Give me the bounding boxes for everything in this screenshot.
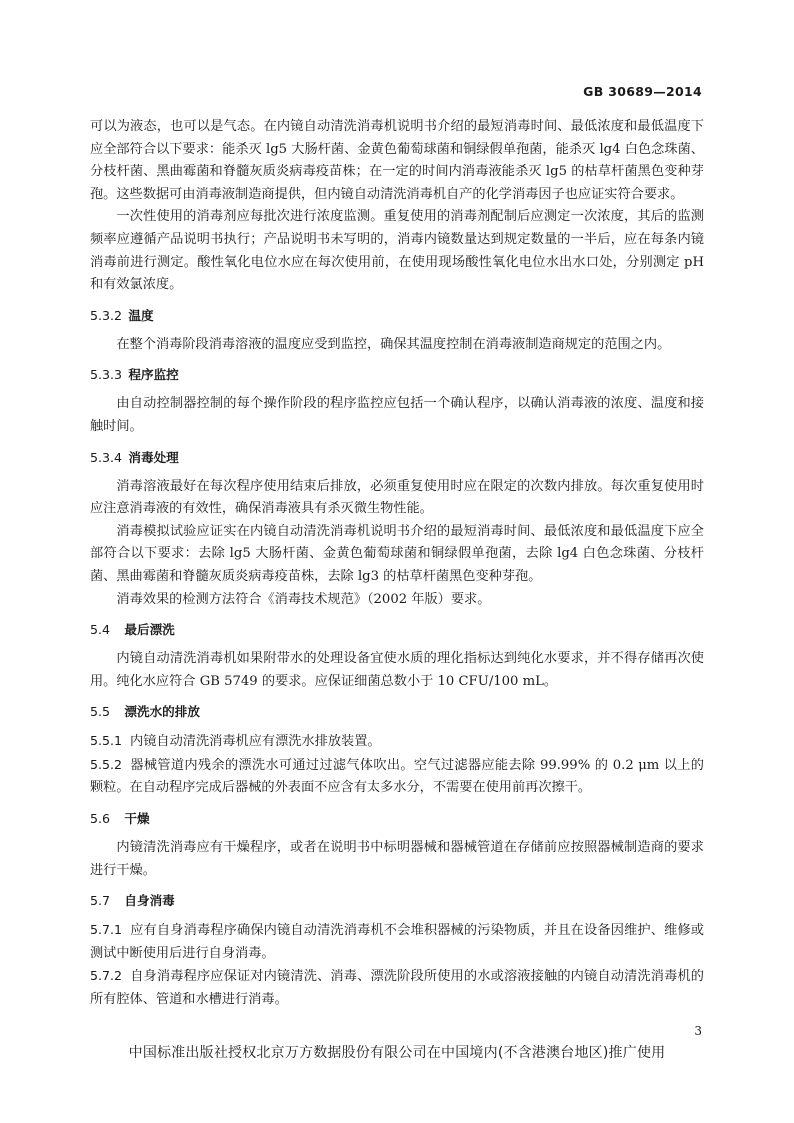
section-number: 5.7 bbox=[90, 893, 111, 909]
clause-number: 5.7.2 bbox=[90, 968, 123, 984]
clause-number: 5.7.1 bbox=[90, 922, 123, 938]
clause-5-7-2 bbox=[90, 965, 704, 1011]
section-heading-5-7 bbox=[90, 891, 704, 911]
page-number: 3 bbox=[694, 1024, 702, 1038]
section-heading-5-3-2 bbox=[90, 306, 704, 326]
section-heading-5-3-3 bbox=[90, 365, 704, 385]
clause-5-5-2 bbox=[90, 754, 704, 800]
section-title: 消毒处理 bbox=[128, 449, 179, 465]
standard-code: GB 30689—2014 bbox=[583, 84, 702, 99]
section-heading-5-4 bbox=[90, 620, 704, 640]
clause-text: 器械管道内残余的漂洗水可通过过滤气体吹出。空气过滤器应能去除 99.99% 的 0.2 μm 以上的颗粒。在自动程序完成后器械的外表面不应含有太多水分，不需要在使用前再次擦干。 bbox=[90, 757, 704, 796]
section-heading-5-6 bbox=[90, 809, 704, 829]
section-number: 5.4 bbox=[90, 622, 111, 638]
section-number: 5.5 bbox=[90, 704, 111, 720]
paragraph: 可以为液态，也可以是气态。在内镜自动清洗消毒机说明书介绍的最短消毒时间、最低浓度和最低温度下应全部符合以下要求：能杀灭 lg5 大肠杆菌、金黄色葡萄球菌和铜绿假单孢菌，能杀灭 lg4 白色念珠菌、分枝杆菌、黑曲霉菌和脊髓灰质炎病毒疫苗株；在一定的时间内消毒液能杀灭 lg5 的枯草杆菌黑色变种芽孢。这些数据可由消毒液制造商提供，但内镜自动清洗消毒机自产的化学消毒因子也应证实符合要求。 bbox=[90, 119, 704, 202]
section-number: 5.6 bbox=[90, 811, 111, 827]
paragraph: 在整个消毒阶段消毒溶液的温度应受到监控，确保其温度控制在消毒液制造商规定的范围之内。 bbox=[116, 336, 671, 352]
paragraph: 消毒效果的检测方法符合《消毒技术规范》（2002 年版）要求。 bbox=[116, 591, 491, 607]
section-heading-5-5 bbox=[90, 702, 704, 722]
paragraph: 内镜清洗消毒应有干燥程序，或者在说明书中标明器械和器械管道在存储前应按照器械制造商的要求进行干燥。 bbox=[90, 840, 704, 878]
clause-text: 应有自身消毒程序确保内镜自动清洗消毒机不会堆积器械的污染物质，并且在设备因维护、维修或测试中断使用后进行自身消毒。 bbox=[90, 923, 704, 961]
section-title: 最后漂洗 bbox=[124, 622, 175, 638]
clause-5-7-1 bbox=[90, 919, 704, 965]
distribution-notice: 中国标准出版社授权北京万方数据股份有限公司在中国境内(不含港澳台地区)推广使用 bbox=[128, 1045, 666, 1061]
section-title: 温度 bbox=[128, 307, 154, 323]
section-title: 自身消毒 bbox=[124, 893, 175, 909]
document-body bbox=[90, 116, 704, 1012]
section-number: 5.3.3 bbox=[90, 367, 123, 383]
section-title: 漂洗水的排放 bbox=[124, 704, 200, 720]
clause-text: 内镜自动清洗消毒机应有漂洗水排放装置。 bbox=[130, 734, 381, 750]
section-heading-5-3-4 bbox=[90, 448, 704, 468]
section-title: 干燥 bbox=[124, 811, 150, 827]
paragraph: 一次性使用的消毒剂应每批次进行浓度监测。重复使用的消毒剂配制后应测定一次浓度，其后的监测频率应遵循产品说明书执行；产品说明书未写明的，消毒内镜数量达到规定数量的一半后，应在每条内镜消毒前进行测定。酸性氧化电位水应在每次使用前，在使用现场酸性氧化电位水出水口处，分别测定 pH 和有效氯浓度。 bbox=[90, 209, 704, 293]
section-title: 程序监控 bbox=[128, 367, 179, 383]
clause-text: 自身消毒程序应保证对内镜清洗、消毒、漂洗阶段所使用的水或溶液接触的内镜自动清洗消毒机的所有腔体、管道和水槽进行消毒。 bbox=[90, 969, 704, 1008]
section-number: 5.3.4 bbox=[90, 449, 123, 465]
section-number: 5.3.2 bbox=[90, 307, 123, 323]
clause-number: 5.5.1 bbox=[90, 733, 123, 749]
clause-number: 5.5.2 bbox=[90, 756, 123, 772]
clause-5-5-1 bbox=[90, 730, 704, 754]
paragraph: 消毒模拟试验应证实在内镜自动清洗消毒机说明书介绍的最短消毒时间、最低浓度和最低温度下应全部符合以下要求：去除 lg5 大肠杆菌、金黄色葡萄球菌和铜绿假单孢菌，去除 lg4 白色念珠菌、分枝杆菌、黑曲霉菌和脊髓灰质炎病毒疫苗株，去除 lg3 的枯草杆菌黑色变种芽孢。 bbox=[90, 523, 704, 584]
paragraph: 由自动控制器控制的每个操作阶段的程序监控应包括一个确认程序，以确认消毒液的浓度、温度和接触时间。 bbox=[90, 396, 704, 434]
paragraph: 内镜自动清洗消毒机如果附带水的处理设备宜使水质的理化指标达到纯化水要求，并不得存储再次使用。纯化水应符合 GB 5749 的要求。应保证细菌总数小于 10 CFU/100 mL。 bbox=[90, 651, 704, 689]
paragraph: 消毒溶液最好在每次程序使用结束后排放，必须重复使用时应在限定的次数内排放。每次重复使用时应注意消毒液的有效性，确保消毒液具有杀灭微生物性能。 bbox=[90, 478, 704, 517]
